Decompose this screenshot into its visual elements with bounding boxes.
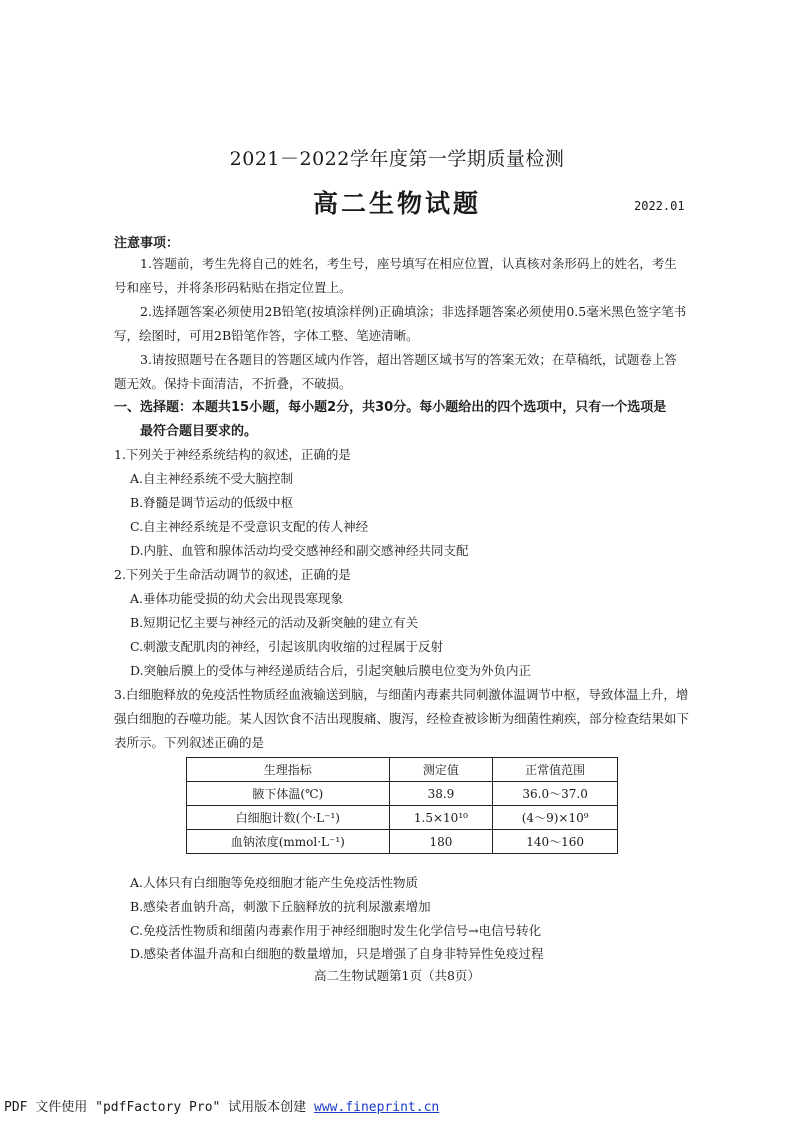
pdf-watermark-note xyxy=(4,1096,439,1115)
question-3-option-d: D.感染者体温升高和白细胞的数量增加，只是增强了自身非特异性免疫过程 xyxy=(130,946,544,961)
table-cell: 白细胞计数(个·L⁻¹) xyxy=(187,806,390,830)
table-row xyxy=(187,782,618,806)
question-3-option-c: C.免疫活性物质和细菌内毒素作用于神经细胞时发生化学信号→电信号转化 xyxy=(130,923,542,938)
question-3-option-a: A.人体只有白细胞等免疫细胞才能产生免疫活性物质 xyxy=(130,875,419,890)
question-1-option-c: C.自主神经系统是不受意识支配的传人神经 xyxy=(130,519,369,534)
notes-heading: 注意事项： xyxy=(114,236,180,251)
results-table xyxy=(186,757,618,854)
question-1-option-a: A.自主神经系统不受大脑控制 xyxy=(130,471,294,486)
subject-title: 高二生物试题 xyxy=(312,189,481,218)
table-cell: 腋下体温(℃) xyxy=(187,782,390,806)
table-cell: 140～160 xyxy=(493,830,618,854)
table-cell: 180 xyxy=(389,830,493,854)
question-2-option-d: D.突触后膜上的受体与神经递质结合后，引起突触后膜电位变为外负内正 xyxy=(130,663,532,678)
question-3-option-b: B.感染者血钠升高，刺激下丘脑释放的抗利尿激素增加 xyxy=(130,899,431,914)
note-item-2: 2.选择题答案必须使用2B铅笔(按填涂样例)正确填涂；非选择题答案必须使用0.5毫米黑色签字笔书写，绘图时，可用2B铅笔作答，字体工整、笔迹清晰。 xyxy=(114,304,687,343)
pdf-note-text: PDF 文件使用 "pdfFactory Pro" 试用版本创建 xyxy=(4,1100,315,1115)
exam-title: 2021－2022学年度第一学期质量检测 xyxy=(229,148,565,170)
question-2-option-b: B.短期记忆主要与神经元的活动及新突触的建立有关 xyxy=(130,615,419,630)
note-item-1: 1.答题前，考生先将自己的姓名，考生号，座号填写在相应位置，认真核对条形码上的姓名，考生号和座号，并将条形码粘贴在指定位置上。 xyxy=(114,256,677,295)
table-header-cell: 生理指标 xyxy=(187,758,390,782)
question-2-option-a: A.垂体功能受损的幼犬会出现畏寒现象 xyxy=(130,591,344,606)
table-cell: 36.0～37.0 xyxy=(493,782,618,806)
table-row xyxy=(187,830,618,854)
table-header-cell: 正常值范围 xyxy=(493,758,618,782)
page-footer: 高二生物试题第1页（共8页） xyxy=(314,968,480,983)
table-header-cell: 测定值 xyxy=(389,758,493,782)
question-2-stem: 2.下列关于生命活动调节的叙述，正确的是 xyxy=(114,567,351,582)
question-1-stem: 1.下列关于神经系统结构的叙述，正确的是 xyxy=(114,447,351,462)
table-cell: (4～9)×10⁹ xyxy=(493,806,618,830)
table-cell: 38.9 xyxy=(389,782,493,806)
question-3-stem: 3.白细胞释放的免疫活性物质经血液输送到脑，与细菌内毒素共同刺激体温调节中枢，导致体温上升，增强白细胞的吞噬功能。某人因饮食不洁出现腹痛、腹泻，经检查被诊断为细菌性痢疾，部分检查结果如下表所示。下列叙述正确的是 xyxy=(114,687,690,750)
note-item-3: 3.请按照题号在各题目的答题区域内作答，超出答题区域书写的答案无效；在草稿纸，试题卷上答题无效。保持卡面清洁，不折叠，不破损。 xyxy=(114,352,677,391)
table-cell: 血钠浓度(mmol·L⁻¹) xyxy=(187,830,390,854)
question-2-option-c: C.刺激支配肌肉的神经，引起该肌肉收缩的过程属于反射 xyxy=(130,639,444,654)
table-row xyxy=(187,806,618,830)
exam-date: 2022.01 xyxy=(634,199,685,213)
table-cell: 1.5×10¹⁰ xyxy=(389,806,493,830)
question-1-option-d: D.内脏、血管和腺体活动均受交感神经和副交感神经共同支配 xyxy=(130,543,469,558)
table-header-row xyxy=(187,758,618,782)
section-heading: 一、选择题：本题共15小题，每小题2分，共30分。每小题给出的四个选项中，只有一个选项是 最符合题目要求的。 xyxy=(114,400,667,439)
fineprint-link[interactable]: www.fineprint.cn xyxy=(314,1100,440,1115)
question-1-option-b: B.脊髓是调节运动的低级中枢 xyxy=(130,495,294,510)
